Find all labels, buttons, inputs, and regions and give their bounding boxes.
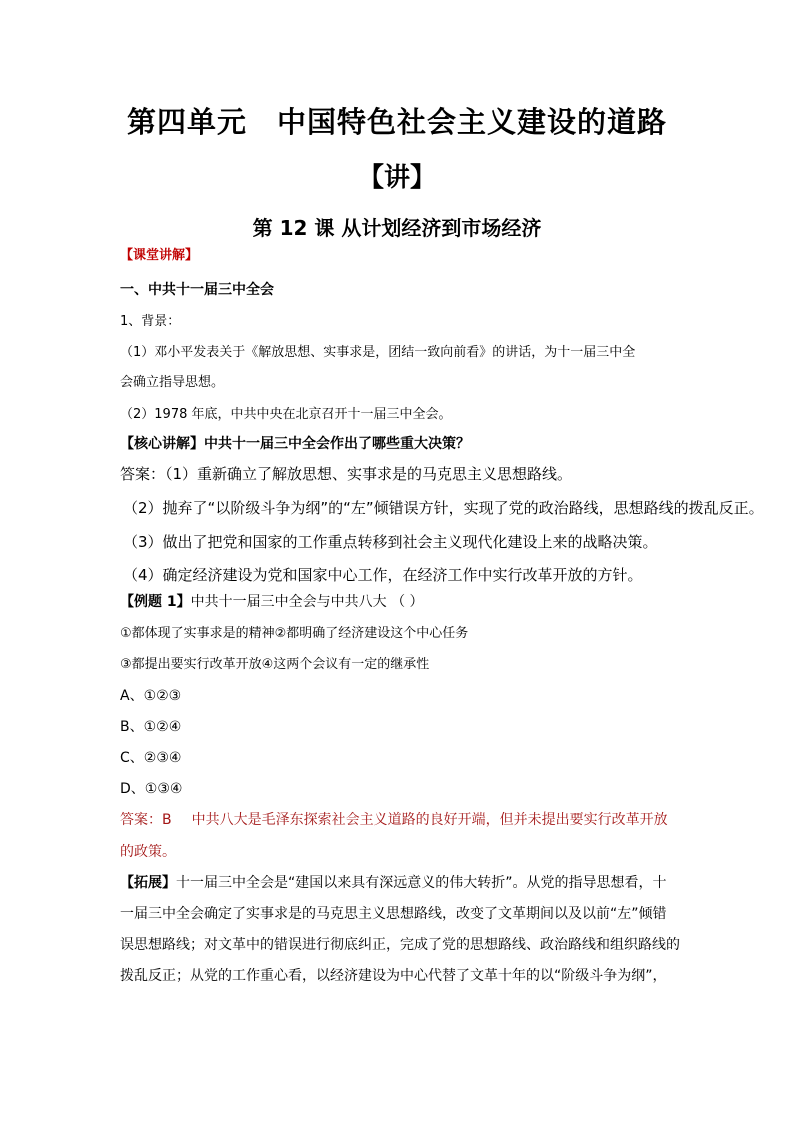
core-tag: 【核心讲解】 xyxy=(120,436,204,452)
part1-heading: 一、中共十一届三中全会 xyxy=(120,282,274,298)
example-statements-1: ①都体现了实事求是的精神②都明确了经济建设这个中心任务 xyxy=(120,626,469,641)
core-answer-4: （4）确定经济建设为党和国家中心工作，在经济工作中实行改革开放的方针。 xyxy=(123,566,643,584)
core-answer-2: （2）抛弃了“以阶级斗争为纲”的“左”倾错误方针，实现了党的政治路线，思想路线的拨乱反正。 xyxy=(123,499,764,517)
unit-name: 中国特色社会主义建设的道路 xyxy=(277,105,668,139)
core-question-text: 中共十一届三中全会作出了哪些重大决策？ xyxy=(204,436,470,452)
option-d: D、①③④ xyxy=(120,781,183,797)
example-statements-2: ③都提出要实行改革开放④这两个会议有一定的继承性 xyxy=(120,657,430,672)
extension-line-3: 误思想路线；对文革中的错误进行彻底纠正，完成了党的思想路线、政治路线和组织路线的 xyxy=(120,937,680,953)
classroom-tag: 【课堂讲解】 xyxy=(120,248,199,263)
background-item-1-cont: 会确立指导思想。 xyxy=(120,375,225,390)
background-item-2: （2）1978 年底，中共中央在北京召开十一届三中全会。 xyxy=(120,407,452,422)
extension-tag: 【拓展】 xyxy=(120,875,176,891)
example-answer-cont: 的政策。 xyxy=(120,844,176,860)
example-tag: 【例题 1】 xyxy=(120,594,191,610)
extension-line-1 xyxy=(120,873,667,893)
example-question xyxy=(120,592,424,612)
background-label: 1、背景： xyxy=(120,314,181,329)
lesson-title: 第 12 课 从计划经济到市场经济 xyxy=(252,216,542,240)
option-b: B、①②④ xyxy=(120,719,182,735)
option-a: A、①②③ xyxy=(120,688,182,704)
unit-title xyxy=(0,100,794,141)
core-answer-3: （3）做出了把党和国家的工作重点转移到社会主义现代化建设上来的战略决策。 xyxy=(123,533,658,551)
example-answer-label: 答案：B xyxy=(120,812,172,828)
core-question xyxy=(120,434,470,454)
extension-line-2: 一届三中全会确定了实事求是的马克思主义思想路线，改变了文革期间以及以前“左”倾错 xyxy=(120,906,667,922)
example-answer xyxy=(120,810,668,830)
example-stem: 中共十一届三中全会与中共八大 （ ） xyxy=(190,594,424,610)
example-answer-text: 中共八大是毛泽东探索社会主义道路的良好开端，但并未提出要实行改革开放 xyxy=(191,812,668,828)
option-c: C、②③④ xyxy=(120,750,182,766)
background-item-1: （1）邓小平发表关于《解放思想、实事求是，团结一致向前看》的讲话，为十一届三中全 xyxy=(120,345,636,360)
section-mark: 【讲】 xyxy=(357,163,436,193)
extension-text-1: 十一届三中全会是“建国以来具有深远意义的伟大转折”。从党的指导思想看，十 xyxy=(176,875,667,891)
extension-line-4: 拨乱反正；从党的工作重心看，以经济建设为中心代替了文革十年的以“阶级斗争为纲”， xyxy=(120,968,667,984)
unit-number: 第四单元 xyxy=(126,105,247,139)
core-answer-1: 答案：（1）重新确立了解放思想、实事求是的马克思主义思想路线。 xyxy=(120,465,573,483)
